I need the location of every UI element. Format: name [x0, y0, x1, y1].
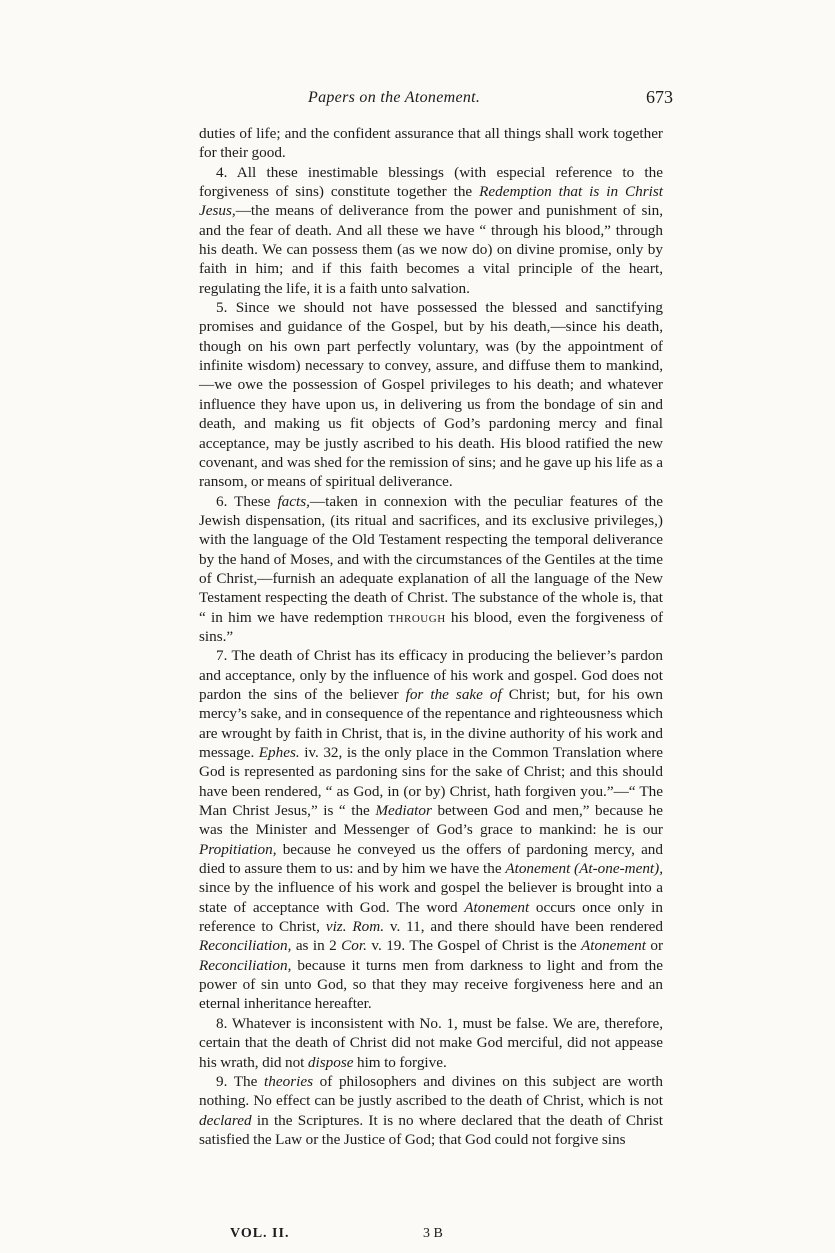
paragraph-5 [199, 298, 663, 491]
emphasis: Atonement [464, 898, 530, 916]
emphasis: Propitiation, [199, 840, 277, 858]
emphasis: Cor. [341, 937, 367, 955]
body-text [199, 124, 663, 1149]
emphasis: dispose [307, 1053, 354, 1071]
text-run: —the means of deliverance from the power and punishment of sin, and the fear of death. And all these we have “ through his blood,” through his death. We can possess them (as we now do) on divine promise, only by faith in him; and if this faith becomes a vital principle of the heart, regulating the life, it is a faith unto salvation. [199, 202, 663, 297]
text-run: 9. The [216, 1072, 258, 1090]
text-run: his blood, even the forgiveness of sins.” [199, 608, 664, 645]
paragraph-6 [199, 492, 663, 647]
text-run: since by the influence of his work and gospel the believer is brought into a state of acceptance with God. The word [199, 879, 663, 916]
text-run: 7. The death of Christ has its efficacy in producing the believer’s pardon and acceptance, only by the influence of his work and gospel. God does not pardon the sins of the believer [199, 647, 663, 703]
text-run: 4. All these inestimable blessings (with especial reference to the forgiveness of sins) constitute together the [199, 163, 663, 201]
emphasis: declared [199, 1111, 252, 1129]
emphasis: Atonement (At-one-ment), [505, 860, 664, 878]
emphasis: facts, [277, 492, 310, 510]
paragraph-4 [199, 163, 663, 298]
paragraph-7 [199, 646, 663, 1014]
text-run: —taken in connexion with the peculiar features of the Jewish dispensation, (its ritual and sacrifices, and its exclusive privileges,) with the language of the Old Testament respecting the temporal deliverance by the hand of Moses, and with the circumstances of the Gentiles at the time of Christ,—furnish an adequate explanation of all the language of the New Testament respecting the death of Christ. The substance of the whole is, that “ in him we have redemption [199, 492, 663, 626]
emphasis: Mediator [375, 802, 432, 820]
page-header [0, 89, 835, 113]
emphasis: viz. Rom. [325, 918, 384, 936]
page-footer [0, 1226, 835, 1246]
text-run: 6. These [216, 492, 271, 510]
text-run: v. 19. The Gospel of Christ is the [371, 937, 577, 955]
text-run: because he conveyed us the offers of pardoning mercy, and died to assure them to us: and by him we have the [199, 840, 663, 878]
text-run: Christ; but, for his own mercy’s sake, and in consequence of the repentance and righteousness which are wrought by faith in Christ, that is, in the divine authority of his work and message. [199, 685, 664, 761]
text-run: occurs once only in reference to Christ, [199, 898, 663, 936]
text-run: between God and men,” because he was the Minister and Messenger of God’s grace to mankind: he is our [199, 802, 664, 839]
text-run: 5. Since we should not have possessed the blessed and sanctifying promises and guidance of the Gospel, but by his death,—since his death, though on his own part perfectly voluntary, was (by the appointment of infinite wisdom) necessary to convey, assure, and diffuse them to mankind,—we owe the possession of Gospel privileges to his death; and whatever influence they have upon us, in delivering us from the bondage of sin and death, and making us fit objects of God’s pardoning mercy and final acceptance, may be justly ascribed to his death. His blood ratified the new covenant, and was shed for the remission of sins; and he gave up his life as a ransom, or means of spiritual deliverance. [199, 299, 663, 491]
paragraph-8 [199, 1014, 663, 1072]
text-run: 8. Whatever is inconsistent with No. 1, must be false. We are, therefore, certain that the death of Christ did not make God merciful, did not appease his wrath, did not [199, 1014, 663, 1071]
running-title: Papers on the Atonement. [308, 89, 481, 106]
small-caps-word: through [388, 608, 446, 626]
emphasis: theories [264, 1072, 313, 1090]
page-number: 673 [646, 87, 673, 107]
text-run: duties of life; and the confident assurance that all things shall work together for their good. [199, 125, 663, 162]
paragraph-9 [199, 1072, 663, 1149]
text-run: of philosophers and divines on this subject are worth nothing. No effect can be justly ascribed to the death of Christ, which is not [199, 1072, 664, 1110]
volume-signature: VOL. II. [230, 1226, 290, 1241]
text-run: in the Scriptures. It is no where declared that the death of Christ satisfied the Law or the Justice of God; that God could not forgive sins [199, 1111, 663, 1148]
text-run: or [650, 937, 664, 955]
emphasis: Atonement [581, 937, 646, 955]
text-run: him to forgive. [356, 1053, 447, 1071]
emphasis: for the sake of [405, 685, 502, 703]
paragraph-continuation [199, 124, 663, 163]
text-run: because it turns men from darkness to light and from the power of sin unto God, so that they may receive forgiveness here and an eternal inheritance hereafter. [199, 956, 663, 1013]
text-run: v. 11, and there should have been rendered [389, 918, 664, 936]
emphasis: Ephes. [258, 744, 300, 761]
emphasis: Reconciliation, [199, 937, 292, 955]
emphasis: Redemption that is in Christ Jesus, [199, 183, 663, 220]
gathering-mark: 3 B [423, 1226, 443, 1241]
text-run: iv. 32, is the only place in the Common Translation where God is represented as pardoning sins for the sake of Christ; and this should have been rendered, “ as God, in (or by) Christ, hath forgiven you.”—“ The Man Christ Jesus,” is “ the [199, 744, 663, 820]
emphasis: Reconciliation, [199, 956, 292, 974]
text-run: as in 2 [295, 937, 337, 955]
